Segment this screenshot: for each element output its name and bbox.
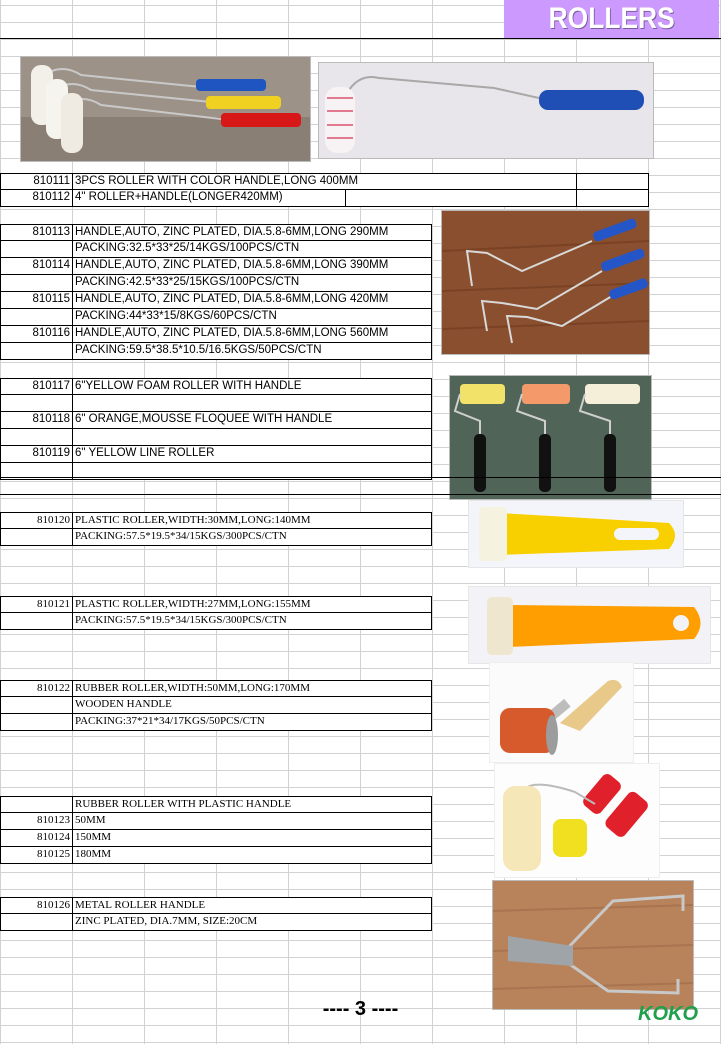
section-header [504,0,719,38]
table-cell-divider [345,190,346,207]
brand-logo: KOKO [638,1003,698,1025]
table-row [0,847,432,864]
item-description: PACKING:57.5*19.5*34/15KGS/300PCS/CTN [75,614,287,626]
table-row [0,613,432,630]
item-description: HANDLE,AUTO, ZINC PLATED, DIA.5.8-6MM,LONG 420MM [75,293,389,305]
product-photo-roller-blue-handle [318,62,654,159]
item-code [1,529,73,545]
item-description: PACKING:59.5*38.5*10.5/16.5KGS/50PCS/CTN [75,344,322,356]
table-row [0,275,432,292]
item-description: 180MM [75,848,112,860]
table-row [0,326,432,343]
item-code: 810115 [1,292,73,308]
section-divider [0,494,721,495]
item-code: 810124 [1,830,73,846]
table-cell-divider [576,173,577,207]
item-code: 810120 [1,513,73,528]
item-description: HANDLE,AUTO, ZINC PLATED, DIA.5.8-6MM,LONG 560MM [75,327,389,339]
item-description: 6" ORANGE,MOUSSE FLOQUEE WITH HANDLE [75,413,333,425]
item-code: 810111 [1,174,73,189]
item-code: 810117 [1,379,73,394]
table-row [0,813,432,830]
item-code [1,343,73,359]
item-code [1,797,73,812]
item-description [73,429,431,445]
table-row [0,241,432,258]
item-description: 6"YELLOW FOAM ROLLER WITH HANDLE [75,380,302,392]
item-code: 810121 [1,597,73,612]
item-description: 4" ROLLER+HANDLE(LONGER420MM) [75,191,283,203]
table-row [0,714,432,731]
item-description: PACKING:42.5*33*25/15KGS/100PCS/CTN [75,276,300,288]
item-description: 150MM [75,831,112,843]
table-row [0,697,432,714]
item-description: PACKING:37*21*34/17KGS/50PCS/CTN [75,715,265,727]
item-description: PACKING:44*33*15/8KGS/60PCS/CTN [75,310,277,322]
item-description: HANDLE,AUTO, ZINC PLATED, DIA.5.8-6MM,LONG 290MM [75,226,389,238]
product-photo-3pcs-rollers [20,56,311,162]
section-title: ROLLERS [548,2,675,35]
table-row [0,596,432,613]
item-description: 50MM [75,814,106,826]
product-photo-rubber-roller-wooden [489,662,634,763]
item-code: 810112 [1,190,73,206]
item-description: PLASTIC ROLLER,WIDTH:27MM,LONG:155MM [75,598,311,610]
table-row [0,529,432,546]
item-code [1,914,73,930]
page-number: ---- 3 ---- [322,998,399,1020]
table-row [0,292,432,309]
table-row [0,914,432,931]
product-photo-auto-handles [441,210,650,355]
item-code [1,275,73,291]
item-code [1,613,73,629]
table-row [0,224,432,241]
item-description: PLASTIC ROLLER,WIDTH:30MM,LONG:140MM [75,514,311,526]
table-row [0,897,432,914]
header-divider [0,38,721,39]
table-row [0,446,432,463]
table-row [0,796,432,813]
item-code [1,429,73,445]
item-description: 6" YELLOW LINE ROLLER [75,447,215,459]
item-code [1,395,73,411]
table-row [0,343,432,360]
table-row [0,309,432,326]
item-code: 810123 [1,813,73,829]
section-divider [0,477,721,478]
table-row [0,378,432,395]
table-row [0,429,432,446]
item-code: 810113 [1,225,73,240]
table-row [0,412,432,429]
product-photo-metal-handle [492,880,694,1010]
item-code [1,309,73,325]
item-description: ZINC PLATED, DIA.7MM, SIZE:20CM [75,915,258,927]
table-row [0,680,432,697]
item-description: WOODEN HANDLE [75,698,172,710]
table-row [0,173,649,190]
item-description: 3PCS ROLLER WITH COLOR HANDLE,LONG 400MM [75,175,359,187]
item-code: 810125 [1,847,73,863]
table-row [0,830,432,847]
item-description: RUBBER ROLLER WITH PLASTIC HANDLE [75,798,292,810]
table-row [0,512,432,529]
item-code: 810126 [1,898,73,913]
table-row [0,395,432,412]
item-code: 810116 [1,326,73,342]
item-code [1,697,73,713]
item-code: 810114 [1,258,73,274]
item-code: 810122 [1,681,73,696]
table-row [0,190,649,207]
item-code [1,241,73,257]
product-photo-foam-rollers [449,375,652,500]
product-photo-rollers-red-handles [494,763,660,878]
item-description: PACKING:32.5*33*25/14KGS/100PCS/CTN [75,242,300,254]
item-description: METAL ROLLER HANDLE [75,899,206,911]
table-row [0,258,432,275]
item-description [73,395,431,411]
item-code: 810118 [1,412,73,428]
item-description: RUBBER ROLLER,WIDTH:50MM,LONG:170MM [75,682,310,694]
item-code: 810119 [1,446,73,462]
item-description: HANDLE,AUTO, ZINC PLATED, DIA.5.8-6MM,LONG 390MM [75,259,389,271]
product-photo-yellow-plastic-roller [468,500,684,568]
item-description: PACKING:57.5*19.5*34/15KGS/300PCS/CTN [75,530,287,542]
product-photo-orange-plastic-roller [468,586,711,664]
item-code [1,714,73,730]
